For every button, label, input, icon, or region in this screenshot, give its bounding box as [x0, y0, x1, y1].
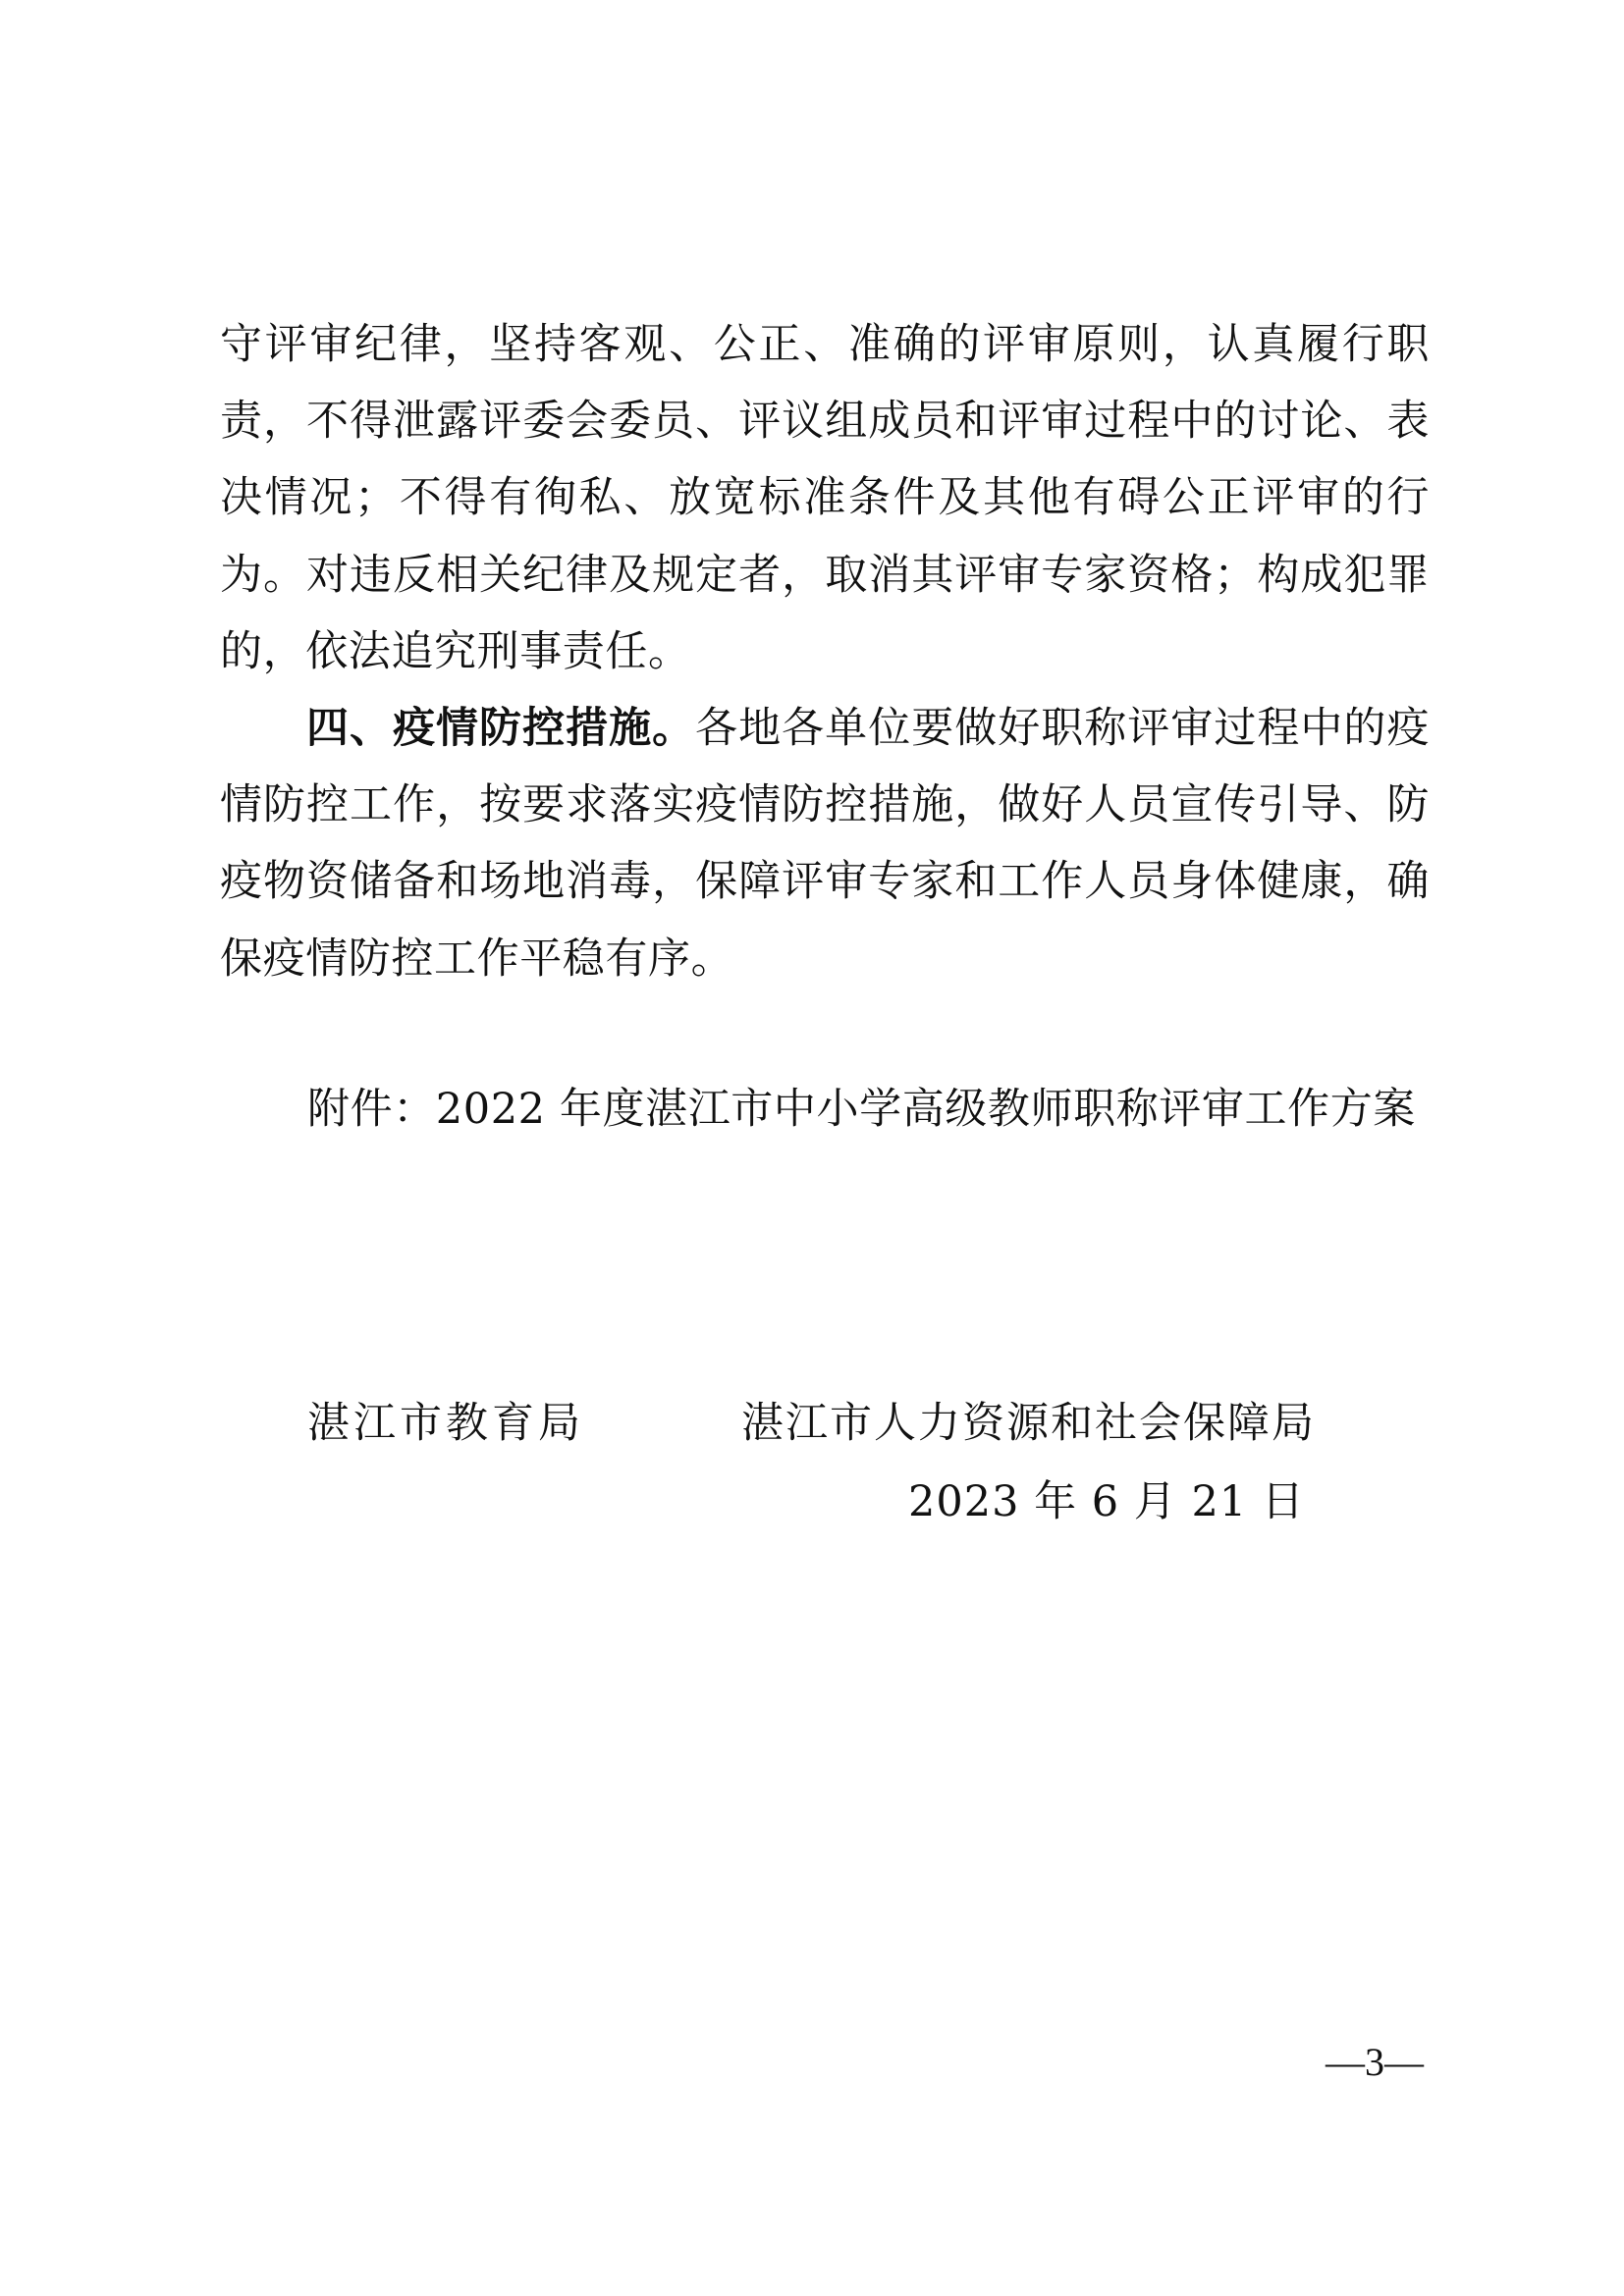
- attachment-line: 附件：2022 年度湛江市中小学高级教师职称评审工作方案: [307, 1085, 1416, 1134]
- signature-org-education-bureau: 湛江市教育局: [307, 1399, 584, 1448]
- section-heading: 四、疫情防控措施。: [306, 704, 696, 754]
- paragraph-text: 各地各单位要做好职称评审过程中的疫情防控工作，按要求落实疫情防控措施，做好人员宣传引导、防疫物资储备和场地消毒，保障评审专家和工作人员身体健康，确保疫情防控工作平稳有序。: [220, 704, 1430, 984]
- paragraph-discipline: [220, 306, 1430, 690]
- signature-date: 2023 年 6 月 21 日: [908, 1477, 1305, 1526]
- document-body: [220, 306, 1430, 997]
- page-number: —3—: [1326, 2040, 1424, 2084]
- paragraph-text: 守评审纪律，坚持客观、公正、准确的评审原则，认真履行职责，不得泄露评委会委员、评议组成员和评审过程中的讨论、表决情况；不得有徇私、放宽标准条件及其他有碍公正评审的行为。对违反相关纪律及规定者，取消其评审专家资格；构成犯罪的，依法追究刑事责任。: [220, 320, 1430, 676]
- signature-org-hrss-bureau: 湛江市人力资源和社会保障局: [741, 1399, 1316, 1448]
- paragraph-epidemic-prevention: [220, 690, 1430, 997]
